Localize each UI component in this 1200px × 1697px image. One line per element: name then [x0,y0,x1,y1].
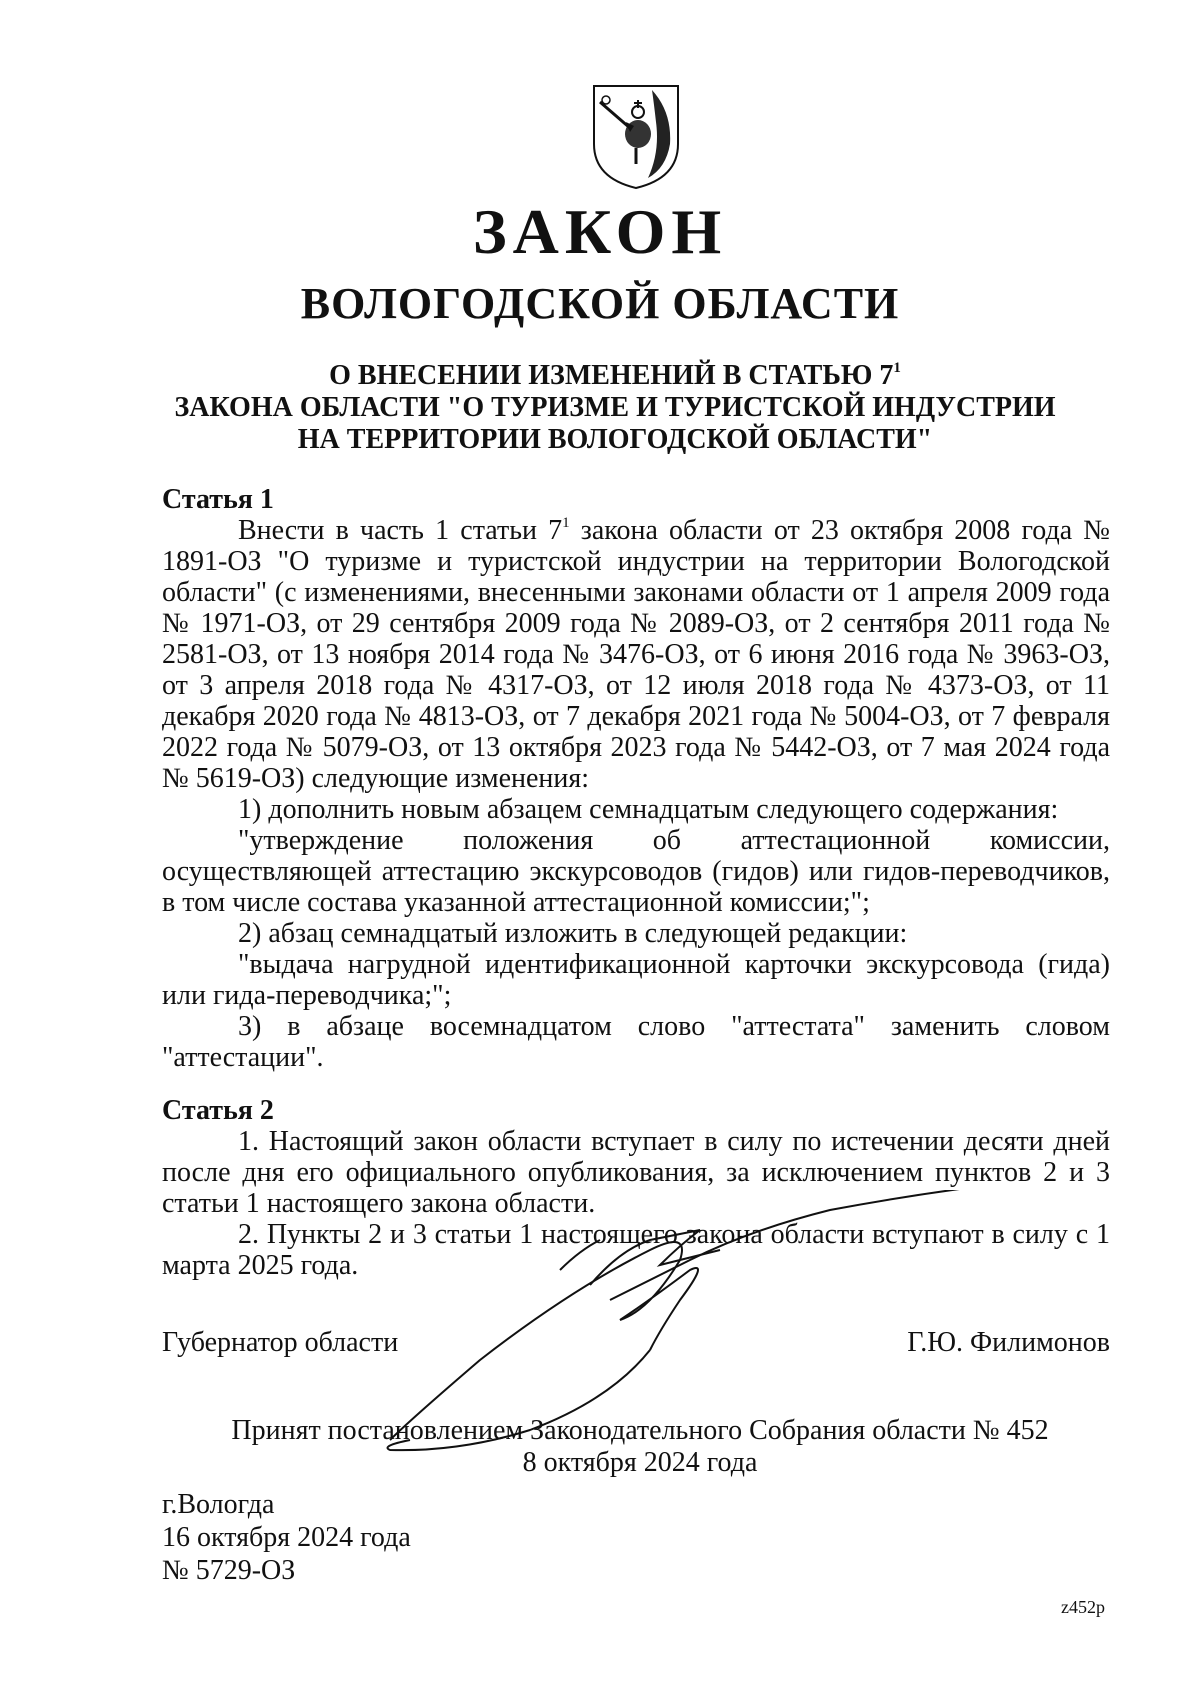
article-2-title: Статья 2 [162,1095,274,1126]
article-1-intro [162,515,1110,794]
document-type-title: ЗАКОН [472,196,728,267]
article-1 [162,484,1110,1073]
city: г.Вологда [162,1489,275,1520]
adoption-line-1: Принят постановлением Законодательного Собрания области № 452 [231,1415,1049,1446]
article-1-item-1: 1) дополнить новым абзацем семнадцатым следующего содержания: [238,794,1059,825]
article-1-title: Статья 1 [162,484,274,515]
article-1-intro-part-a: Внести в часть 1 статьи 7 [238,515,563,546]
heading-line-2: ЗАКОНА ОБЛАСТИ "О ТУРИЗМЕ И ТУРИСТСКОЙ ИНДУСТРИИ [174,392,1056,423]
adoption-note [200,1415,1080,1479]
heading-superscript: 1 [893,360,901,376]
document-code: z452p [1061,1597,1105,1617]
signatory-name: Г.Ю. Филимонов [907,1327,1110,1358]
article-1-intro-superscript: 1 [562,515,570,531]
place-and-date [162,1488,411,1587]
law-number: № 5729-ОЗ [162,1555,296,1586]
signatory-position: Губернатор области [162,1327,399,1358]
heading-line-1: О ВНЕСЕНИИ ИЗМЕНЕНИЙ В СТАТЬЮ 7 [329,360,894,391]
heading-line-3: НА ТЕРРИТОРИИ ВОЛОГОДСКОЙ ОБЛАСТИ" [297,424,933,455]
article-1-item-2-text: "выдача нагрудной идентификационной карточки экскурсовода (гида) или гида-переводчика;"; [162,949,1110,1011]
law-heading [150,360,1080,456]
article-1-item-2: 2) абзац семнадцатый изложить в следующей редакции: [238,918,908,949]
adoption-line-2: 8 октября 2024 года [522,1447,758,1478]
coat-of-arms-emblem [590,82,682,192]
article-2-paragraph-2: 2. Пункты 2 и 3 статьи 1 настоящего закона области вступают в силу с 1 марта 2025 года. [162,1219,1110,1281]
region-title: ВОЛОГОДСКОЙ ОБЛАСТИ [300,279,900,328]
article-1-item-1-text: "утверждение положения об аттестационной комиссии, осуществляющей аттестацию экскурсоводов (гидов) или гидов-переводчиков, в том числе состава указанной аттестационной комиссии;"; [162,825,1110,918]
article-1-intro-part-b: закона области от 23 октября 2008 года № 1891-ОЗ "О туризме и туристской индустрии на территории Вологодской области" (с изменениями, внесенными законами области от 1 апреля 2009 года № 1971-ОЗ, от 29 сентября 2009 года № 2089-ОЗ, от 2 сентября 2011 года № 2581-ОЗ, от 13 ноября 2014 года № 3476-ОЗ, от 6 июня 2016 года № 3963-ОЗ, от 3 апреля 2018 года № 4317-ОЗ, от 12 июля 2018 года № 4373-ОЗ, от 11 декабря 2020 года № 4813-ОЗ, от 7 декабря 2021 года № 5004-ОЗ, от 7 февраля 2022 года № 5079-ОЗ, от 13 октября 2023 года № 5442-ОЗ, от 7 мая 2024 года № 5619-ОЗ) следующие изменения: [162,515,1110,794]
article-1-item-3: 3) в абзаце восемнадцатом слово "аттестата" заменить словом "аттестации". [162,1011,1110,1073]
signing-date: 16 октября 2024 года [162,1522,411,1553]
article-2-paragraph-1: 1. Настоящий закон области вступает в силу по истечении десяти дней после дня его официального опубликования, за исключением пунктов 2 и 3 статьи 1 настоящего закона области. [162,1126,1110,1219]
